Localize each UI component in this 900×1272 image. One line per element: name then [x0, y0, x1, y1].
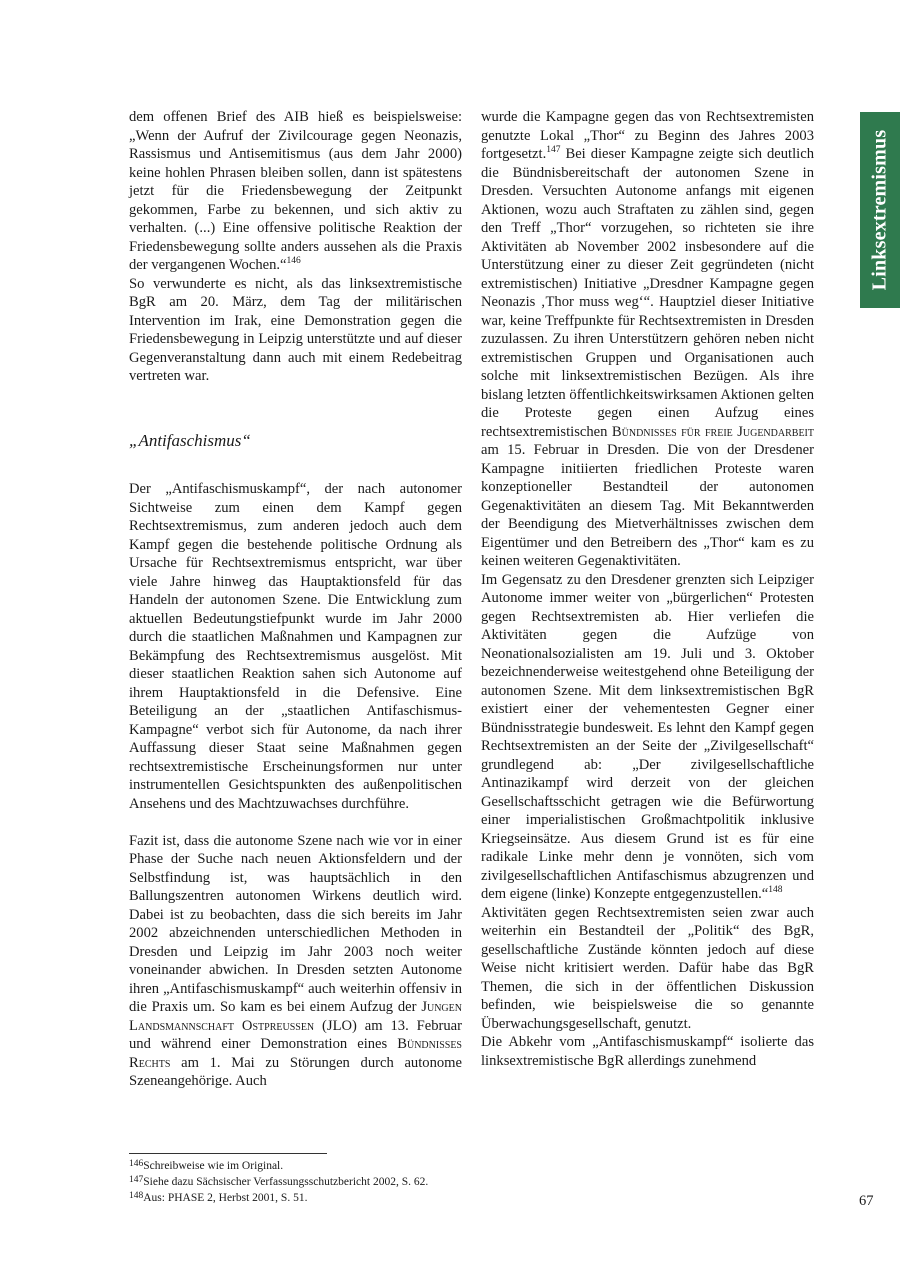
- paragraph: Der „Antifaschismuskampf“, der nach autonomer Sichtweise zum einen dem Kampf gegen Rechtsextremismus, zum anderen jedoch auch dem Kampf gegen die bestehende politische Ordnung als Ursache für Rechtsextremismus entspricht, war über viele Jahre hinweg das Hauptaktionsfeld für das Handeln der autonomen Szene. Die Entwicklung zum aktuellen Bedeutungstiefpunkt wurde im Jahr 2000 durch die staatlichen Maßnahmen und Kampagnen zur Bekämpfung des Rechtsextremismus ausgelöst. Mit dieser staatlichen Reaktion sahen sich Autonome auf ihrem Hauptaktionsfeld in die Defensive. Eine Beteiligung an der „staatlichen Antifaschismus-Kampagne“ verbot sich für Autonome, da nach ihrer Auffassung dieser Staat seine Maßnahmen gegen rechtsextremistische Erscheinungsformen nur unter instrumentellen Gesichtspunkten des außenpolitischen Ansehens und des Machtzuwachses durchführe.: [129, 481, 462, 812]
- paragraph-text: Im Gegensatz zu den Dresdener grenzten sich Leipziger Autonome immer weiter von „bürgerlichen“ Protesten gegen Rechtsextremisten ab. Hier verliefen die Aktivitäten gegen die Aufzüge von Neonationalsozialisten am 19. Juli und 3. Oktober bezeichnenderweise weitestgehend ohne Beteiligung der autonomen Szene. Mit dem linksextremistischen BgR existiert einer der vehementesten Gegner einer Bündnisstrategie bundesweit. Es lehnt den Kampf gegen Rechtsextremisten an der Seite der „Zivilgesellschaft“ grundlegend ab: „Der zivilgesellschaftliche Antinazikampf wird derzeit von der gleichen Gesellschaftsschicht getragen wie die Befürwortung einer imperialistischen Großmachtpolitik inklusive Kriegseinsätze. Aus diesem Grund ist es für eine radikale Linke mehr denn je vonnöten, sich vom zivilgesellschaftlichen Antifaschismus abzugrenzen und dem eigene (linke) Konzepte entgegenzustellen.“: [481, 571, 814, 902]
- organization-name: Jungen Landsmannschaft Ostpreußen: [129, 999, 462, 1034]
- footnote-ref: 146: [286, 256, 301, 267]
- footnote-number: 147: [129, 1175, 144, 1185]
- section-tab: [860, 112, 900, 308]
- paragraph-text: wurde die Kampagne gegen das von Rechtsextremisten genutzte Lokal „Thor“ zu Beginn des Jahres 2003 fortgesetzt.: [481, 109, 814, 162]
- paragraph: Aktivitäten gegen Rechtsextremisten seien zwar auch weiterhin ein Bestandteil der „Politik“ des BgR, gesellschaftliche Zustände könnten jedoch auf diese Weise nicht kritisiert werden. Dafür habe das BgR Themen, die sich in der öffentlichen Diskussion befinden, wie beispielsweise die so genannte Überwachungsgesellschaft, genutzt.: [481, 904, 814, 1032]
- footnote: [129, 1190, 428, 1206]
- footnote: [129, 1158, 428, 1174]
- footnote-ref: 147: [546, 145, 561, 156]
- paragraph: [481, 108, 814, 571]
- paragraph: Die Abkehr vom „Antifaschismuskampf“ isolierte das linksextremistische BgR allerdings zunehmend: [481, 1034, 814, 1069]
- paragraph-text: (JLO) am 13. Februar und während einer Demonstration eines: [129, 1017, 462, 1052]
- paragraph-text: Fazit ist, dass die autonome Szene nach wie vor in einer Phase der Suche nach neuen Aktionsfeldern und der Selbstfindung ist, was hauptsächlich in den Ballungszentren autonomen Wirkens deutlich wird. Dabei ist zu beobachten, dass die sich bereits im Jahr 2002 abzeichnenden unterschiedlichen Methoden in Dresden und Leipzig im Jahr 2003 noch weiter voneinander abwichen. In Dresden setzten Autonome ihren „Antifaschismuskampf“ auch weiterhin offensiv in die Praxis um. So kam es bei einem Aufzug der: [129, 832, 462, 1015]
- paragraph-text: am 15. Februar in Dresden. Die von der Dresdener Kampagne initiierten friedlichen Proteste waren konzeptioneller Bestandteil der autonomen Gegenaktivitäten an diesem Tag. Mit Bekanntwerden der Beendigung des Mietverhältnisses zwischen dem Eigentümer und den Betreibern des „Thor“ kam es zu keinen weiteren Gegenaktivitäten.: [481, 442, 814, 569]
- page-number: 67: [859, 1193, 874, 1209]
- footnote-text: Schreibweise wie im Original.: [143, 1160, 284, 1172]
- organization-name: Bündnisses für freie Jugendarbeit: [611, 423, 814, 440]
- footnotes: [129, 1158, 428, 1206]
- section-tab-label: Linksextremismus: [868, 129, 891, 291]
- paragraph: [129, 108, 462, 275]
- organization-name: Bündnisses Rechts: [129, 1036, 462, 1071]
- paragraph: So verwunderte es nicht, als das linksextremistische BgR am 20. März, dem Tag der militärischen Intervention im Irak, eine Demonstration gegen die Friedensbewegung in Leipzig unterstützte und auf dieser Gegenveranstaltung dann auch mit einem Redebeitrag vertreten war.: [129, 275, 462, 384]
- left-column: [129, 108, 462, 1091]
- footnote-ref: 148: [768, 885, 783, 896]
- paragraph-text: dem offenen Brief des AIB hieß es beispielsweise: „Wenn der Aufruf der Zivilcourage gegen Neonazis, Rassismus und Antisemitismus (aus dem Jahr 2000) keine hohlen Phrasen bleiben sollen, dann ist spätestens jetzt für die Friedensbewegung der Zeitpunkt gekommen, Farbe zu bekennen, und sich aktiv zu verhalten. (...) Eine offensive politische Reaktion der Friedensbewegung sollte anders aussehen als die Praxis der vergangenen Wochen.“: [129, 109, 462, 273]
- footnote-text: Siehe dazu Sächsischer Verfassungsschutzbericht 2002, S. 62.: [143, 1176, 429, 1188]
- paragraph-text: Bei dieser Kampagne zeigte sich deutlich die Bündnisbereitschaft der autonomen Szene in Dresden. Versuchten Autonome anfangs mit eigenen Aktionen, wozu auch Straftaten zu zählen sind, gegen den Treff „Thor“ vorzugehen, so richteten sie ihre Aktivitäten ab November 2002 insbesondere auf die Unterstützung einer zu dieser Zeit gegründeten (nicht extremistischen) Initiative „Dresdner Kampagne gegen Neonazis ‚Thor muss weg‘“. Hauptziel dieser Initiative war, keine Treffpunkte für Rechtsextremisten in Dresden zuzulassen. Zu ihren Unterstützern gehören neben nicht extremistischen Gruppen und Organisationen auch solche mit linksextremistischen Bezügen. Als ihre bislang letzten öffentlichkeitswirksamen Aktionen gelten die Proteste gegen einen Aufzug eines rechtsextremistischen: [481, 146, 814, 440]
- footnote-number: 148: [129, 1191, 144, 1201]
- paragraph: [481, 571, 814, 904]
- footnote-text: Aus: PHASE 2, Herbst 2001, S. 51.: [143, 1192, 308, 1204]
- footnote: [129, 1174, 428, 1190]
- right-column: [481, 108, 814, 1070]
- footnote-divider: [129, 1153, 327, 1154]
- paragraph: [129, 832, 462, 1091]
- section-heading: „Antifaschismus“: [129, 430, 251, 450]
- footnote-number: 146: [129, 1159, 144, 1169]
- paragraph-text: am 1. Mai zu Störungen durch autonome Szeneangehörige. Auch: [129, 1054, 462, 1089]
